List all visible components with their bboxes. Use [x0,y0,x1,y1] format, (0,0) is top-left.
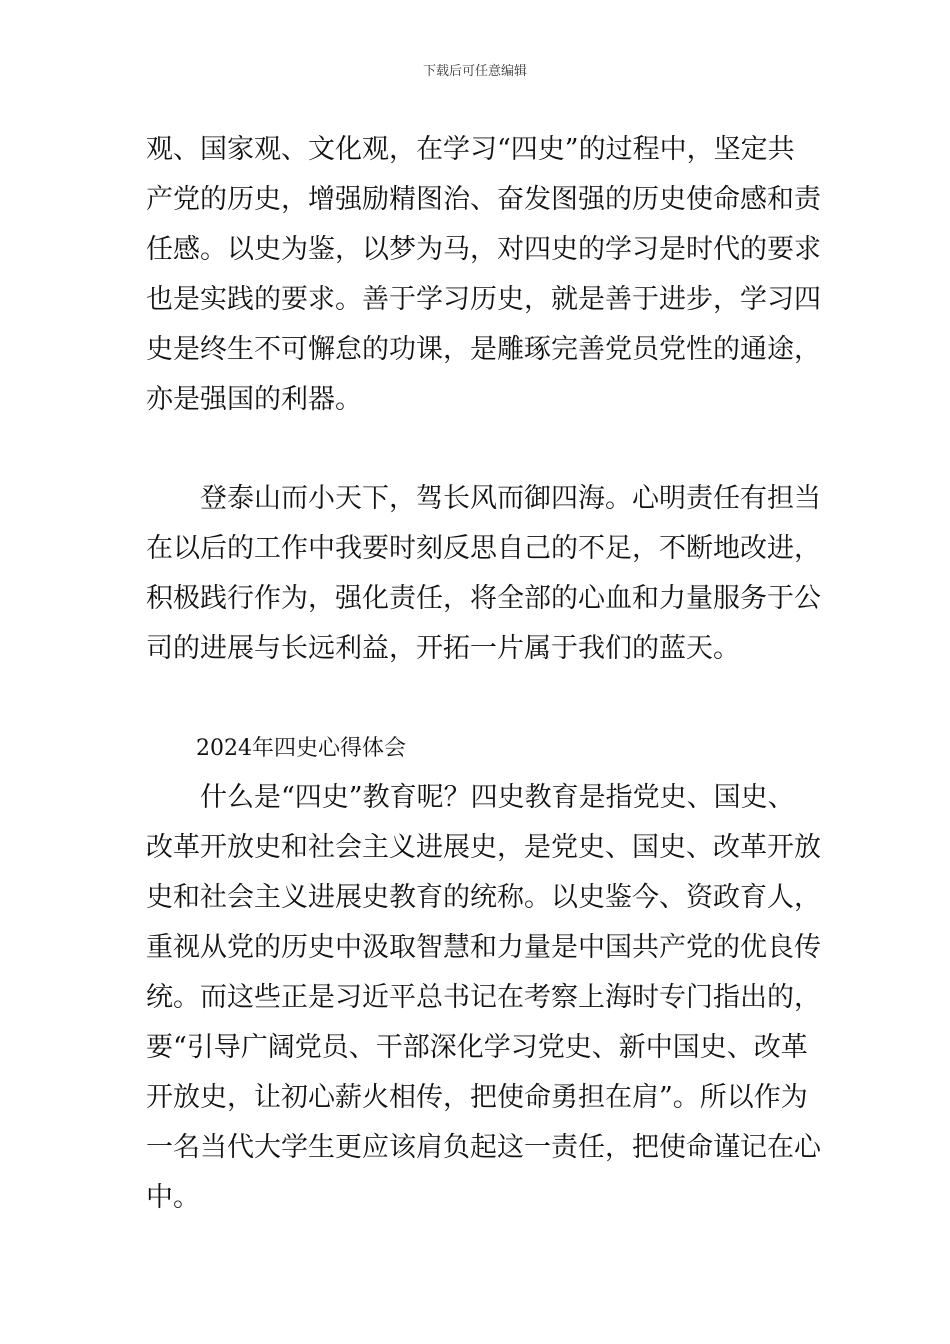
paragraph-line: 积极践行作为，强化责任，将全部的心血和力量服务于公 [146,583,821,614]
paragraph-line: 史和社会主义进展史教育的统称。以史鉴今、资政育人， [146,882,821,913]
paragraph-line: 要“引导广阔党员、干部深化学习党史、新中国史、改革 [146,1032,808,1063]
paragraph-line: 任感。以史为鉴，以梦为马，对四史的学习是时代的要求 [146,234,821,265]
paragraph-line: 亦是强国的利器。 [146,384,362,415]
paragraph-line: 司的进展与长远利益，开拓一片属于我们的蓝天。 [146,633,740,664]
paragraph-line: 重视从党的历史中汲取智慧和力量是中国共产党的优良传 [146,932,821,963]
section-title: 2024年四史心得体会 [196,736,406,761]
paragraph-line: 也是实践的要求。善于学习历史，就是善于进步，学习四 [146,284,821,315]
paragraph-line: 史是终生不可懈怠的功课，是雕琢完善党员党性的通途， [146,334,821,365]
paragraph-line: 什么是“四史”教育呢？四史教育是指党史、国史、 [146,782,795,813]
paragraph-line: 在以后的工作中我要时刻反思自己的不足，不断地改进， [146,533,821,564]
paragraph-line: 产党的历史，增强励精图治、奋发图强的历史使命感和责 [146,184,821,215]
page-header-note: 下载后可任意编辑 [422,64,527,79]
paragraph-line: 一名当代大学生更应该肩负起这一责任，把使命谨记在心 [146,1132,821,1163]
paragraph-line: 观、国家观、文化观，在学习“四史”的过程中，坚定共 [146,134,795,165]
paragraph-line: 改革开放史和社会主义进展史，是党史、国史、改革开放 [146,832,821,863]
paragraph-line: 开放史，让初心薪火相传，把使命勇担在肩”。所以作为 [146,1082,808,1113]
paragraph-line: 中。 [146,1182,200,1213]
paragraph-line: 统。而这些正是习近平总书记在考察上海时专门指出的， [146,982,821,1013]
paragraph-line: 登泰山而小天下，驾长风而御四海。心明责任有担当 [146,483,821,514]
